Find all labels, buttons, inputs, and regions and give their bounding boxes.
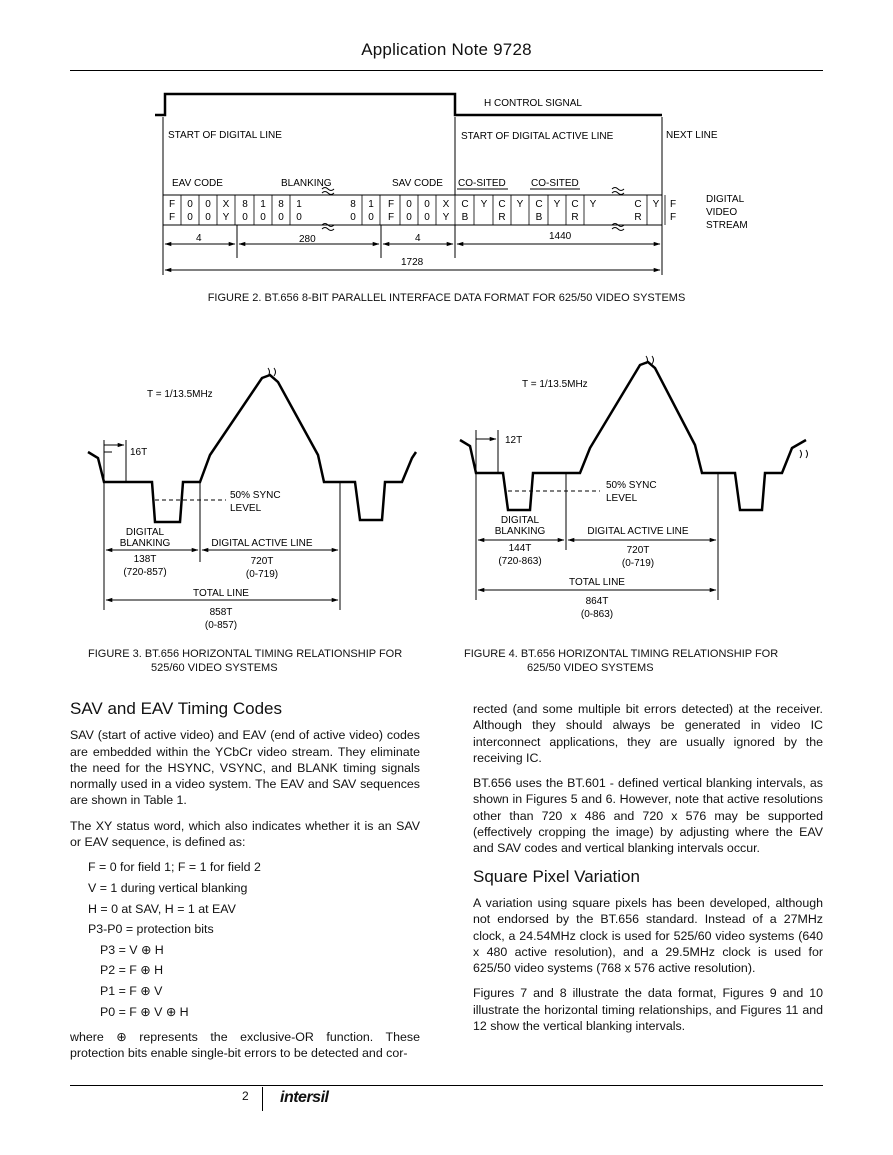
- stream-cell-text: Y: [553, 199, 561, 210]
- stream-cell-text: 1: [296, 199, 302, 210]
- stream-cell-text: Y: [222, 212, 230, 223]
- left-column: [70, 701, 420, 1070]
- stream-cell-text: 0: [424, 212, 430, 223]
- equation-h: H = 0 at SAV, H = 1 at EAV: [88, 901, 236, 916]
- start-active-line-label: START OF DIGITAL ACTIVE LINE: [461, 131, 614, 142]
- paragraph: BT.656 uses the BT.601 - defined vertical blanking intervals, as shown in Figures 5 and 6. However, note that active resolutions other than 720 x 486 and 720 x 576 may be supported (effectively cropping the image) by adjusting where the EAV and SAV codes and vertical blanking intervals occur.: [473, 776, 823, 856]
- fig3-active-line: DIGITAL ACTIVE LINE: [211, 538, 313, 549]
- fig3-sync-level-2: LEVEL: [230, 503, 262, 514]
- stream-cell-text: Y: [442, 212, 450, 223]
- fig4-blank-range: (720-863): [498, 556, 542, 567]
- fig4-total-t: 864T: [585, 596, 609, 607]
- eav-code-label: EAV CODE: [172, 178, 223, 189]
- paragraph: A variation using square pixels has been developed, although not endorsed by the BT.656 standard. Instead of a 27MHz clock, a 24.54MHz clock is used for 525/60 video systems (640 x 480 active resolution), and a 29.5MHz clock is used for 625/50 video systems (768 x 576 active resolution).: [473, 895, 823, 976]
- dim-280: 280: [299, 234, 316, 245]
- next-line-label: NEXT LINE: [666, 130, 718, 141]
- sav-code-label: SAV CODE: [392, 178, 443, 189]
- figure-4-caption: [464, 647, 824, 675]
- blanking-label: BLANKING: [281, 178, 332, 189]
- equation-p0: P0 = F ⊕ V ⊕ H: [100, 1004, 189, 1019]
- right-column: [473, 701, 823, 1043]
- stream-cell-text: 0: [296, 212, 302, 223]
- h-control-label: H CONTROL SIGNAL: [484, 98, 582, 109]
- figure-3-caption-line2: 525/60 VIDEO SYSTEMS: [151, 662, 278, 674]
- stream-cell-text: 0: [260, 212, 266, 223]
- footer-rule: [70, 1085, 823, 1086]
- fig3-sync-width: 16T: [130, 447, 148, 458]
- dim-4b: 4: [415, 233, 421, 244]
- paragraph: rected (and some multiple bit errors detected) at the receiver. Although they should always be generated in video IC interconnect applications, they are usually ignored by the receiving IC.: [473, 702, 823, 765]
- fig4-t: T = 1/13.5MHz: [522, 379, 588, 390]
- stream-cell-text: 0: [187, 212, 193, 223]
- stream-cell-text: F: [168, 199, 176, 210]
- figure-2-cells: [169, 195, 676, 225]
- stream-label-3: STREAM: [706, 220, 748, 231]
- equation-p2: P2 = F ⊕ H: [100, 963, 164, 978]
- stream-cell-text: 8: [350, 199, 356, 210]
- equation-f: F = 0 for field 1; F = 1 for field 2: [88, 860, 261, 875]
- stream-cell-text: C: [571, 199, 579, 210]
- section-heading-square-pixel: Square Pixel Variation: [473, 866, 640, 886]
- figure-3-caption: [88, 647, 448, 675]
- fig3-t: T = 1/13.5MHz: [147, 389, 213, 400]
- paragraph: where ⊕ represents the exclusive-OR function. These protection bits enable single-bit errors to be detected and cor-: [70, 1029, 420, 1061]
- fig4-blank-t: 144T: [508, 543, 532, 554]
- stream-cell-text: F: [168, 212, 176, 223]
- stream-cell-text: F: [669, 199, 677, 210]
- figure-4-caption-line1: FIGURE 4. BT.656 HORIZONTAL TIMING RELATIONSHIP FOR: [464, 648, 779, 660]
- dim-1728: 1728: [401, 257, 424, 268]
- stream-cell-text: X: [442, 199, 450, 210]
- stream-label-1: DIGITAL: [706, 194, 745, 205]
- page-header: Application Note 9728: [361, 40, 532, 59]
- footer-divider: [262, 1087, 263, 1111]
- paragraph: The XY status word, which also indicates whether it is an SAV or EAV sequence, is defined as:: [70, 818, 420, 850]
- figure-3-caption-line1: FIGURE 3. BT.656 HORIZONTAL TIMING RELATIONSHIP FOR: [88, 648, 403, 660]
- stream-cell-text: Y: [516, 199, 524, 210]
- fig4-blanking-2: BLANKING: [494, 526, 546, 537]
- fig4-total-range: (0-863): [580, 609, 614, 620]
- stream-cell-text: 0: [205, 212, 211, 223]
- section-heading-sav-eav: SAV and EAV Timing Codes: [70, 699, 282, 718]
- stream-cell-text: 0: [187, 199, 193, 210]
- stream-cell-text: 0: [278, 212, 284, 223]
- stream-cell-text: C: [535, 199, 543, 210]
- fig3-active-t: 720T: [250, 556, 274, 567]
- start-digital-line-label: START OF DIGITAL LINE: [168, 130, 282, 141]
- stream-cell-text: R: [498, 212, 506, 223]
- stream-cell-text: 0: [242, 212, 248, 223]
- fig4-active-range: (0-719): [621, 558, 655, 569]
- fig3-blank-range: (720-857): [123, 567, 167, 578]
- equation-v: V = 1 during vertical blanking: [88, 880, 248, 895]
- stream-cell-text: C: [634, 199, 642, 210]
- stream-cell-text: B: [535, 212, 543, 223]
- stream-cell-text: F: [387, 199, 395, 210]
- dim-4a: 4: [196, 233, 202, 244]
- fig4-total-line: TOTAL LINE: [569, 577, 625, 588]
- stream-cell-text: C: [498, 199, 506, 210]
- fig4-active-t: 720T: [626, 545, 650, 556]
- stream-cell-text: Y: [652, 199, 660, 210]
- equation-p3: P3 = V ⊕ H: [100, 942, 164, 957]
- figure-4-labels: [495, 379, 689, 620]
- stream-cell-text: R: [571, 212, 579, 223]
- figure-4-caption-line2: 625/50 VIDEO SYSTEMS: [527, 662, 654, 674]
- figure-2-caption: FIGURE 2. BT.656 8-BIT PARALLEL INTERFACE DATA FORMAT FOR 625/50 VIDEO SYSTEMS: [207, 292, 686, 304]
- stream-cell-text: X: [222, 199, 230, 210]
- fig4-sync-width: 12T: [505, 435, 523, 446]
- stream-label-2: VIDEO: [706, 207, 738, 218]
- stream-cell-text: Y: [589, 199, 597, 210]
- fig4-sync-level-2: LEVEL: [606, 493, 638, 504]
- stream-cell-text: F: [387, 212, 395, 223]
- stream-cell-text: 0: [406, 212, 412, 223]
- intersil-logo: intersil: [280, 1089, 329, 1106]
- equation-p1: P1 = F ⊕ V: [100, 983, 163, 998]
- fig3-blanking-1: DIGITAL: [125, 527, 165, 538]
- fig3-total-range: (0-857): [204, 620, 238, 631]
- fig3-active-range: (0-719): [245, 569, 279, 580]
- equation-p: P3-P0 = protection bits: [88, 922, 214, 937]
- fig3-blanking-2: BLANKING: [119, 538, 171, 549]
- stream-cell-text: 0: [368, 212, 374, 223]
- figure-2-labels: [168, 98, 748, 268]
- fig3-total-t: 858T: [209, 607, 233, 618]
- fig3-sync-level-1: 50% SYNC: [230, 490, 281, 501]
- stream-cell-text: 8: [242, 199, 248, 210]
- stream-cell-text: 0: [205, 199, 211, 210]
- dim-1440: 1440: [549, 231, 572, 242]
- h-control-waveform: [155, 94, 662, 115]
- paragraph: Figures 7 and 8 illustrate the data format, Figures 9 and 10 illustrate the horizontal timing relationships, and Figures 11 and 12 show the vertical blanking intervals.: [473, 986, 823, 1034]
- stream-cell-text: 0: [424, 199, 430, 210]
- stream-cell-text: 8: [278, 199, 284, 210]
- fig3-total-line: TOTAL LINE: [193, 588, 249, 599]
- stream-cell-text: Y: [480, 199, 488, 210]
- stream-cell-text: F: [669, 212, 677, 223]
- fig3-blank-t: 138T: [133, 554, 157, 565]
- paragraph: SAV (start of active video) and EAV (end of active video) codes are embedded within the YCbCr video stream. They eliminate the need for the HSYNC, VSYNC, and BLANK timing signals normally used in a video system. The EAV and SAV sequences are shown in Table 1.: [70, 728, 420, 808]
- fig4-blanking-1: DIGITAL: [500, 515, 540, 526]
- fig4-sync-level-1: 50% SYNC: [606, 480, 657, 491]
- co-sited-label-1: CO-SITED: [458, 178, 506, 189]
- fig4-active-line: DIGITAL ACTIVE LINE: [587, 526, 689, 537]
- figure-3-labels: [120, 389, 313, 631]
- stream-cell-text: 0: [350, 212, 356, 223]
- stream-cell-text: B: [461, 212, 469, 223]
- stream-cell-text: R: [634, 212, 642, 223]
- stream-cell-text: 1: [368, 199, 374, 210]
- co-sited-label-2: CO-SITED: [531, 178, 579, 189]
- stream-cell-text: 1: [260, 199, 266, 210]
- page-number: 2: [242, 1089, 249, 1103]
- stream-cell-text: C: [461, 199, 469, 210]
- stream-cell-text: 0: [406, 199, 412, 210]
